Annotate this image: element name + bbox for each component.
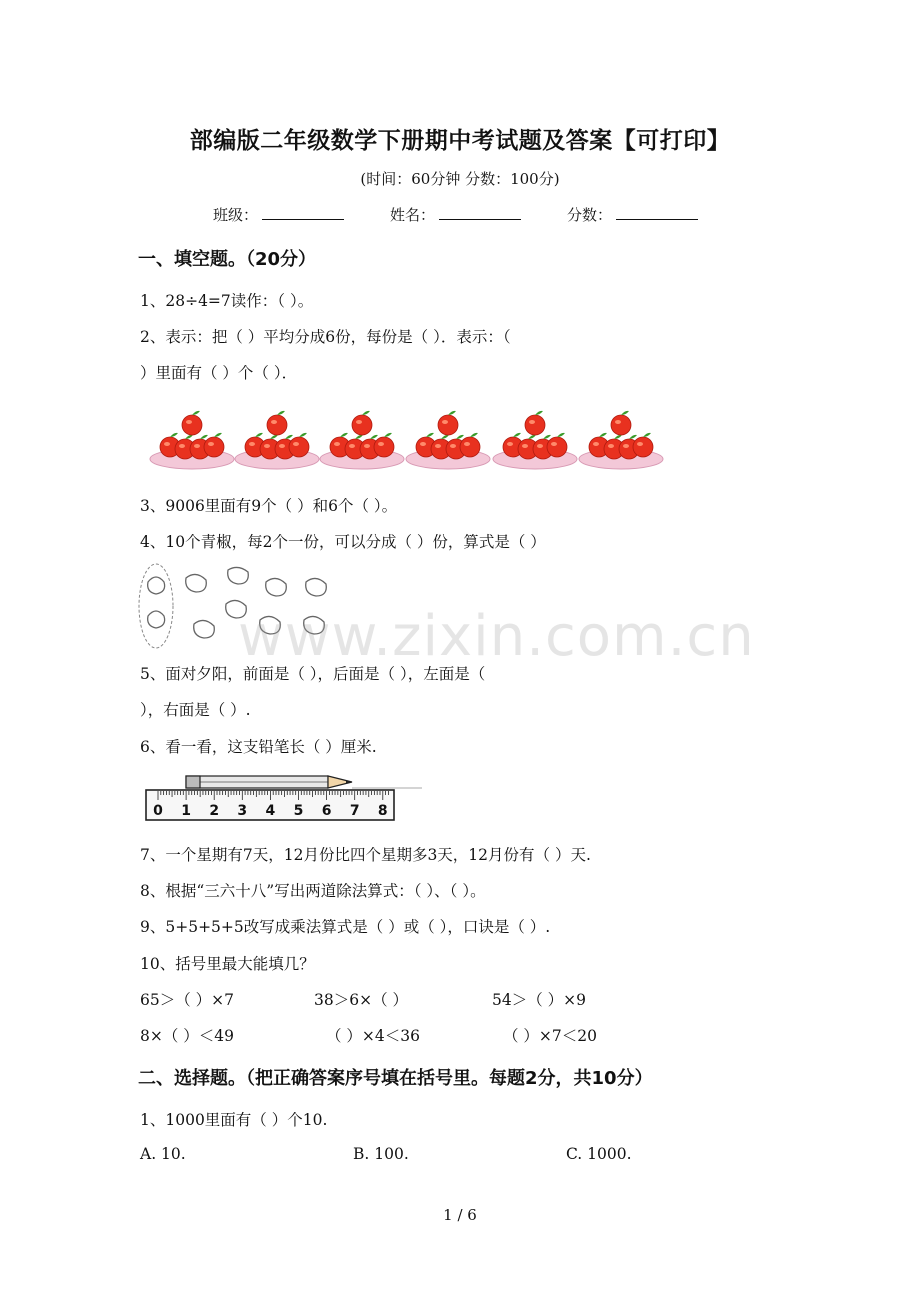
question-1-10: 10、括号里最大能填几？ bbox=[140, 955, 315, 973]
question-1-9: 9、5+5+5+5改写成乘法算式是（ ）或（ ），口诀是（ ）. bbox=[140, 918, 551, 936]
ruler bbox=[146, 790, 394, 820]
question-1-8: 8、根据“三六十八”写出两道除法算式：（ ）、（ ）。 bbox=[140, 882, 486, 900]
q10-row1-item3: 54＞（ ）×9 bbox=[492, 991, 586, 1009]
question-1-5b: ），右面是（ ）. bbox=[140, 701, 251, 719]
q10-row1-item2: 38＞6×（ ） bbox=[314, 991, 408, 1009]
ruler-label: 4 bbox=[265, 803, 276, 819]
question-1-3: 3、9006里面有9个（ ）和6个（ ）。 bbox=[140, 497, 398, 515]
name-label: 姓名： bbox=[390, 206, 436, 224]
question-2-1: 1、1000里面有（ ）个10. bbox=[140, 1111, 328, 1129]
page-number: 1 / 6 bbox=[443, 1206, 477, 1224]
ruler-label: 1 bbox=[181, 803, 191, 819]
section-2-heading: 二、选择题。（把正确答案序号填在括号里。每题2分，共10分） bbox=[138, 1068, 653, 1089]
q10-row2-item2: （ ）×4＜36 bbox=[326, 1027, 420, 1045]
question-1-4: 4、10个青椒，每2个一份，可以分成（ ）份，算式是（ ） bbox=[140, 533, 546, 551]
question-1-7: 7、一个星期有7天，12月份比四个星期多3天，12月份有（ ）天. bbox=[140, 846, 591, 864]
question-1-1: 1、28÷4=7读作：（ ）。 bbox=[140, 292, 314, 310]
ruler-label: 7 bbox=[349, 803, 360, 819]
watermark: www.zixin.com.cn bbox=[238, 604, 755, 669]
ruler-label: 6 bbox=[321, 803, 332, 819]
pencil-icon bbox=[186, 776, 422, 788]
option-c[interactable]: C. 1000. bbox=[566, 1145, 632, 1163]
q10-row1-item1: 65＞（ ）×7 bbox=[140, 991, 234, 1009]
question-1-2a: 2、表示：把（ ）平均分成6份，每份是（ ）．表示：（ bbox=[140, 328, 511, 346]
ruler-label: 2 bbox=[209, 803, 220, 819]
score-label: 分数： bbox=[567, 206, 613, 224]
ruler-label: 3 bbox=[237, 803, 248, 819]
question-1-2b: ）里面有（ ）个（ ）． bbox=[140, 364, 298, 382]
exam-time-score: (时间：60分钟 分数：100分) bbox=[360, 170, 560, 188]
section-1-heading: 一、填空题。（20分） bbox=[138, 249, 317, 270]
option-b[interactable]: B. 100. bbox=[353, 1145, 409, 1163]
option-a[interactable]: A. 10. bbox=[140, 1145, 186, 1163]
question-1-5a: 5、面对夕阳，前面是（ ），后面是（ ），左面是（ bbox=[140, 665, 486, 683]
ruler-label: 5 bbox=[293, 803, 304, 819]
class-label: 班级： bbox=[213, 206, 259, 224]
q10-row2-item3: （ ）×7＜20 bbox=[503, 1027, 597, 1045]
ruler-label: 8 bbox=[377, 803, 388, 819]
ruler-label: 0 bbox=[153, 803, 163, 819]
page-title: 部编版二年级数学下册期中考试题及答案【可打印】 bbox=[189, 128, 731, 154]
q10-row2-item1: 8×（ ）＜49 bbox=[140, 1027, 234, 1045]
question-1-6: 6、看一看，这支铅笔长（ ）厘米. bbox=[140, 738, 377, 756]
